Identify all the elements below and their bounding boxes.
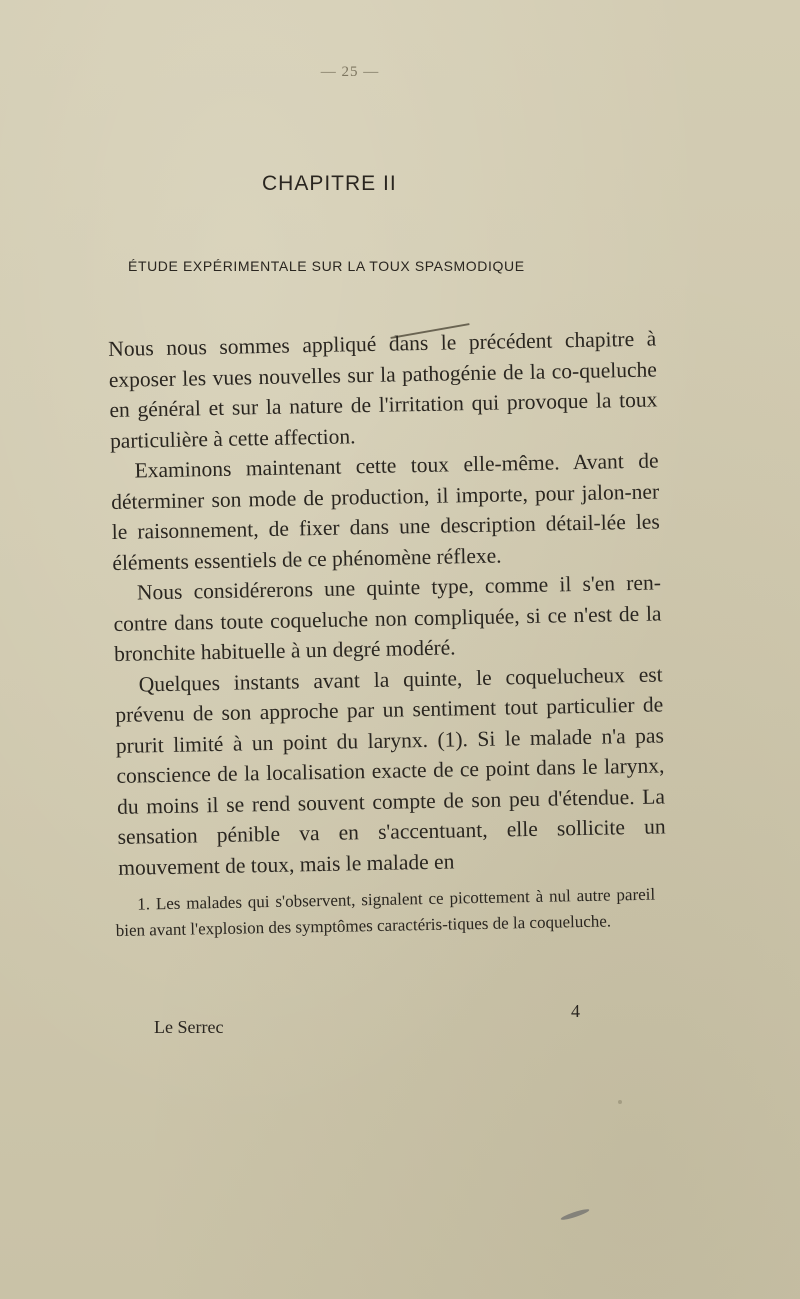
body-text [108, 323, 666, 882]
page-number: — 25 — [320, 64, 380, 80]
footnote [115, 882, 656, 944]
chapter-title: ÉTUDE EXPÉRIMENTALE SUR LA TOUX SPASMODIQUE [128, 258, 525, 274]
chapter-heading: CHAPITRE II [262, 172, 397, 195]
signature-number: 4 [571, 1001, 580, 1021]
paragraph: Examinons maintenant cette toux elle-même. Avant de déterminer son mode de production, il importe, pour jalon-ner le raisonnement, de fixer dans une description détail-lée les éléments essentiels de ce phénomène réflexe. [110, 448, 660, 575]
paper-speck [618, 1100, 622, 1104]
footnote-text: 1. Les malades qui s'observent, signalent ce picottement à nul autre pareil bien avant l'explosion des symptômes caractéris-tiques de la coqueluche. [115, 884, 656, 940]
ink-stain [560, 1207, 590, 1221]
author-signature: Le Serrec [154, 1017, 224, 1037]
paragraph: Nous considérerons une quinte type, comme il s'en ren-contre dans toute coqueluche non compliquée, si ce n'est de la bronchite habituelle à un degré modéré. [113, 570, 662, 666]
paragraph: Nous nous sommes appliqué dans le précédent chapitre à exposer les vues nouvelles sur la pathogénie de la co-queluche en général et sur la nature de l'irritation qui provoque la toux particulière à cette affection. [108, 326, 658, 453]
paragraph: Quelques instants avant la quinte, le coquelucheux est prévenu de son approche par un sentiment tout particulier de prurit limité à un point du larynx. (1). Si le malade n'a pas conscience de la localisation exacte de ce point dans le larynx, du moins il se rend souvent compte de son peu d'étendue. La sensation pénible va en s'accentuant, elle sollicite un mouvement de toux, mais le malade en [115, 661, 666, 880]
